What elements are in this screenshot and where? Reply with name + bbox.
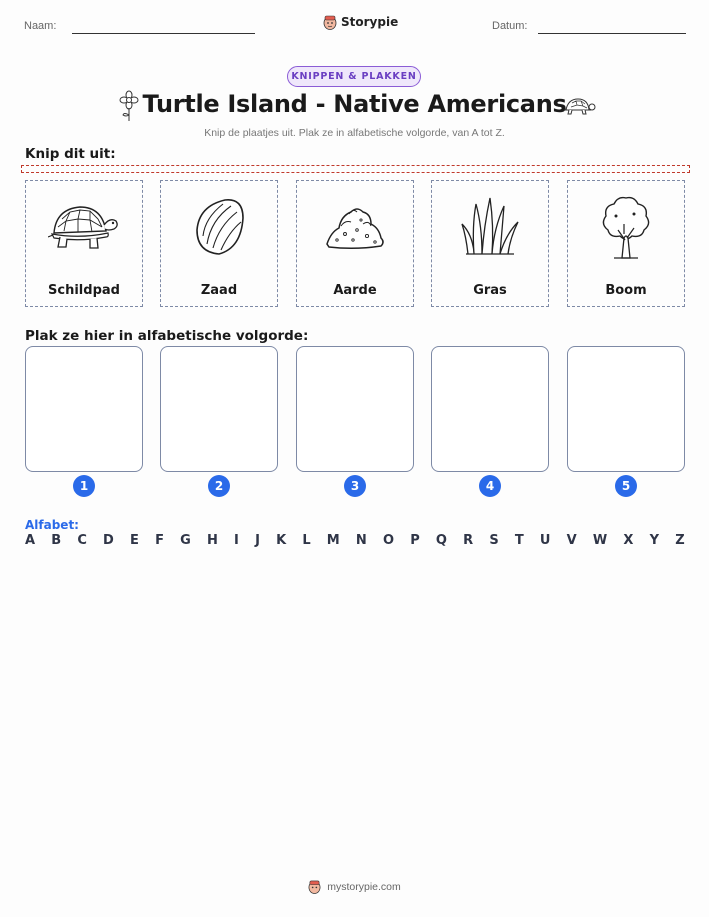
- footer-url[interactable]: mystorypie.com: [327, 880, 401, 893]
- paste-slot-1[interactable]: [25, 346, 143, 472]
- storypie-mascot-icon: [323, 14, 337, 30]
- cut-section-label: Knip dit uit:: [25, 146, 116, 162]
- page-title: Turtle Island - Native Americans: [142, 90, 567, 118]
- alphabet-letter: T: [514, 533, 524, 548]
- name-line[interactable]: [72, 33, 255, 34]
- date-label: Datum:: [492, 20, 528, 32]
- alphabet-letter: F: [155, 533, 164, 548]
- alphabet-letter: K: [276, 533, 287, 548]
- alphabet-letter: W: [592, 533, 608, 548]
- alphabet-letter: C: [77, 533, 87, 548]
- alphabet-letter: Q: [435, 533, 447, 548]
- alphabet-letter: D: [103, 533, 114, 548]
- seed-icon: [189, 196, 249, 258]
- paste-section-label: Plak ze hier in alfabetische volgorde:: [25, 328, 309, 344]
- card-word: Zaad: [200, 283, 238, 298]
- card-word: Boom: [605, 283, 647, 298]
- cut-line: [21, 165, 690, 173]
- small-turtle-icon: [562, 96, 596, 118]
- slot-number-4: 4: [479, 475, 501, 497]
- picture-card-zaad[interactable]: [160, 180, 278, 307]
- name-label: Naam:: [24, 20, 57, 32]
- alphabet-letter: P: [410, 533, 420, 548]
- brand-name: Storypie: [341, 15, 399, 29]
- alphabet-letter: L: [302, 533, 311, 548]
- picture-card-gras[interactable]: [431, 180, 549, 307]
- alphabet-letter: H: [206, 533, 218, 548]
- slot-number-1: 1: [73, 475, 95, 497]
- picture-card-schildpad[interactable]: [25, 180, 143, 307]
- alphabet-letter: X: [623, 533, 634, 548]
- alphabet-letter: I: [234, 533, 239, 548]
- picture-card-aarde[interactable]: [296, 180, 414, 307]
- slot-number-3: 3: [344, 475, 366, 497]
- tree-icon: [600, 194, 652, 260]
- turtle-icon: [48, 199, 120, 255]
- alphabet-letter: V: [566, 533, 577, 548]
- alphabet-letter: O: [382, 533, 395, 548]
- grass-icon: [460, 196, 520, 258]
- slot-number-2: 2: [208, 475, 230, 497]
- alphabet-letter: M: [326, 533, 340, 548]
- storypie-mascot-icon: [308, 879, 321, 894]
- alphabet-letter: Y: [649, 533, 660, 548]
- alphabet-letter: Z: [675, 533, 685, 548]
- paste-slot-4[interactable]: [431, 346, 549, 472]
- alphabet-letter: G: [180, 533, 191, 548]
- alphabet-letter: S: [489, 533, 499, 548]
- paste-slot-2[interactable]: [160, 346, 278, 472]
- card-word: Schildpad: [48, 283, 120, 298]
- alphabet-letter: N: [355, 533, 367, 548]
- date-line[interactable]: [538, 33, 686, 34]
- brand-logo: [323, 14, 398, 30]
- alphabet-letter: B: [51, 533, 62, 548]
- alphabet-letter: J: [255, 533, 260, 548]
- card-word: Gras: [473, 283, 507, 298]
- alphabet-letter: A: [25, 533, 36, 548]
- picture-card-boom[interactable]: [567, 180, 685, 307]
- card-word: Aarde: [333, 283, 377, 298]
- activity-badge: KNIPPEN & PLAKKEN: [287, 66, 421, 87]
- paste-slot-3[interactable]: [296, 346, 414, 472]
- paste-slot-5[interactable]: [567, 346, 685, 472]
- alphabet-letter: U: [539, 533, 551, 548]
- alphabet-letter: E: [130, 533, 139, 548]
- footer: [0, 879, 709, 894]
- alphabet-letter: R: [463, 533, 474, 548]
- soil-pile-icon: [323, 202, 387, 252]
- instructions: Knip de plaatjes uit. Plak ze in alfabetische volgorde, van A tot Z.: [204, 127, 505, 139]
- alphabet-label: Alfabet:: [25, 518, 79, 532]
- alphabet-row: [25, 533, 685, 548]
- slot-number-5: 5: [615, 475, 637, 497]
